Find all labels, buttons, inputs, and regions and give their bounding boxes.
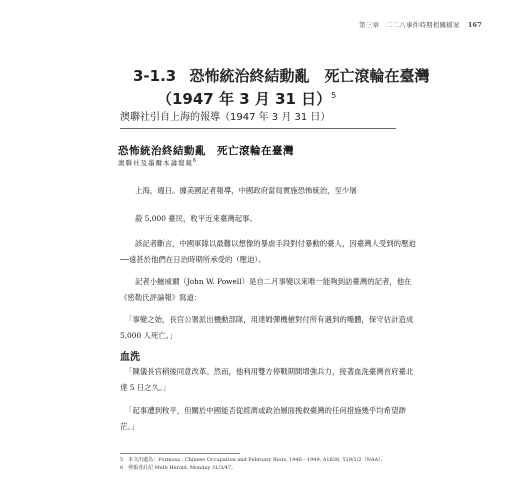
paragraph-1-continued: 殺 5,000 臺民，敉平近來臺灣起事。 bbox=[135, 214, 257, 223]
quote-2: 「陳儀長官稍後同意改革。然而，他利用雙方停戰期間增強兵力，接著血洗臺灣首府臺北達 5 日之久。」 bbox=[120, 367, 414, 392]
paragraph-1: 上海，週日。據美國記者報導，中國政府當局實施恐怖統治，至少屠 bbox=[135, 186, 357, 195]
page-number: 167 bbox=[467, 21, 482, 29]
quote-1: 「事變之始，長官公署派出機動部隊，用達姆彈機槍對付所有遇到的嘴體，保守估計造成 5,000 人死亡。」 bbox=[120, 315, 414, 340]
footnote-5: 5 本文出處為：Formosa , Chinese Occupation and February Riots, 1946－1949, A1838, 519/1/2（NAA）。 bbox=[120, 457, 386, 463]
subheading-rule bbox=[120, 128, 396, 129]
document-title: 恐怖統治終結動亂 死亡滾輪在臺灣 bbox=[118, 145, 294, 157]
paragraph-2: 該記者斷言，中國軍隊以最難以想像的暴虐手段對付暴動的臺人，因臺灣人受到的壓迫──遠甚於他們在日治時期所承受的（壓迫）。 bbox=[120, 239, 416, 264]
subheading: 澳聯社引自上海的報導（1947 年 3 月 31 日） bbox=[120, 112, 331, 123]
quote-3: 「起事遭到敉平，但關於中國能否從經濟或政治層面挽救臺灣的任何措施幾乎均希望渺茫。」 bbox=[120, 406, 406, 431]
section-number: 3-1.3 bbox=[133, 67, 177, 85]
running-header bbox=[359, 20, 482, 29]
paragraph-3: 記者小鮑威爾（John W. Powell）是自二月事變以來唯一能夠到訪臺灣的記者，他在《密勒氏評論報》寫道： bbox=[120, 277, 412, 302]
footnote-6: 6 剪報者註記 Melb Herald, Monday 31/3/47。 bbox=[120, 465, 237, 471]
section-heading-bloodbath: 血洗 bbox=[120, 352, 140, 363]
section-title-text: 恐怖統治終結動亂 死亡滾輪在臺灣 bbox=[189, 67, 430, 85]
section-footnote-ref: 5 bbox=[331, 91, 337, 100]
footnote-rule bbox=[120, 453, 240, 454]
source-footnote-ref: 6 bbox=[193, 158, 198, 164]
running-header-chapter: 第三章 二二八事件時期相關檔案 bbox=[359, 21, 460, 29]
document-source: 澳聯社及墨爾本論壇報$^6$ bbox=[118, 158, 198, 168]
section-date: （1947 年 3 月 31 日）$^5$ bbox=[157, 90, 337, 108]
section-title bbox=[133, 66, 463, 109]
